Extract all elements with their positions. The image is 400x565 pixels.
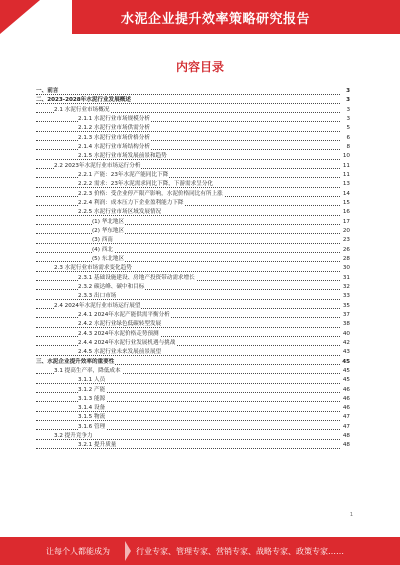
toc-entry-page: 20 — [342, 227, 350, 236]
toc-leader-dots — [36, 261, 340, 262]
toc-entry[interactable] — [36, 115, 350, 124]
toc-heading: 内容目录 — [175, 60, 224, 74]
toc-entry-text: 2.1.2 水泥行业市场供需分析 — [78, 125, 150, 132]
toc-entry-page: 8 — [345, 143, 350, 152]
toc-entry-text: 2.2.5 水泥行业市场区域发展情况 — [78, 209, 162, 216]
footer-separator-arrow — [125, 541, 131, 561]
toc-leader-dots — [36, 243, 340, 244]
toc-entry-page: 16 — [342, 208, 350, 217]
toc-entry-text: (4) 西北 — [92, 246, 113, 253]
header-accent-triangle — [0, 0, 40, 34]
toc-entry-text: 2.1.3 水泥行业市场价格分析 — [78, 134, 150, 141]
toc-entry-text: 2.2.1 产能：23年水泥产能同比下降 — [78, 171, 169, 178]
toc-entry-page: 14 — [342, 190, 350, 199]
toc-entry-page: 47 — [342, 413, 350, 422]
toc-entry-page: 38 — [342, 320, 350, 329]
toc-leader-dots — [36, 420, 340, 421]
toc-leader-dots — [36, 224, 340, 225]
toc-entry-text: 2.4.2 水泥行业绿色低碳转型发展 — [78, 321, 162, 328]
toc-entry-text: 3.1.3 能源 — [78, 395, 106, 402]
toc-entry-text: 3.1.5 物流 — [78, 414, 106, 421]
toc-entry-text: (2) 华东地区 — [92, 227, 125, 234]
toc-entry-page: 45 — [342, 376, 350, 385]
toc-entry[interactable] — [36, 283, 350, 292]
toc-entry-page: 5 — [345, 124, 350, 133]
toc-entry-page: 28 — [342, 255, 350, 264]
toc-entry-text: 2.3 水泥行业市场需求变化趋势 — [54, 265, 132, 272]
toc-entry-page: 45 — [342, 367, 350, 376]
toc-entry-page: 31 — [342, 274, 350, 283]
toc-entry[interactable] — [36, 264, 350, 273]
page-footer — [0, 537, 400, 565]
toc-entry[interactable] — [36, 124, 350, 133]
toc-entry[interactable] — [36, 255, 350, 264]
toc-entry-text: 2.4.5 水泥行业未来发展前景展望 — [78, 349, 162, 356]
toc-entry[interactable] — [36, 367, 350, 376]
toc-entry[interactable] — [36, 227, 350, 236]
toc-entry[interactable] — [36, 441, 350, 450]
toc-entry-text: 2.2 2023年水泥行业市场运行分析 — [54, 162, 141, 169]
toc-entry-page: 3 — [345, 96, 350, 105]
toc-entry[interactable] — [36, 330, 350, 339]
toc-entry-text: 2.2.4 利润：成本压力下企业盈利能力下降 — [78, 199, 184, 206]
toc-entry-page: 3 — [345, 115, 350, 124]
toc-entry-page: 6 — [345, 134, 350, 143]
toc-entry-page: 10 — [342, 152, 350, 161]
toc-entry-text: 二、2023-2028年水泥行业发展概述 — [36, 97, 131, 104]
toc-entry-text: 2.1.4 水泥行业市场结构分析 — [78, 143, 150, 150]
toc-entry[interactable] — [36, 208, 350, 217]
toc-entry-page: 42 — [342, 339, 350, 348]
toc-entry-text: 2.1.1 水泥行业市场规模分析 — [78, 115, 150, 122]
page-number: 1 — [349, 512, 353, 518]
toc-entry-text: 3.1.4 设备 — [78, 405, 106, 412]
toc-entry-text: (3) 西南 — [92, 237, 113, 244]
toc-entry[interactable] — [36, 348, 350, 357]
toc-entry[interactable] — [36, 386, 350, 395]
toc-entry-text: 2.1 水泥行业市场概况 — [54, 106, 110, 113]
toc-entry-page: 33 — [342, 292, 350, 301]
toc-entry[interactable] — [36, 413, 350, 422]
toc-entry-page: 3 — [345, 87, 350, 96]
toc-entry[interactable] — [36, 96, 350, 105]
toc-entry-text: 3.2.1 提升质量 — [78, 442, 117, 449]
toc-entry-page: 48 — [342, 432, 350, 441]
toc-entry-page: 35 — [342, 302, 350, 311]
toc-entry-page: 37 — [342, 311, 350, 320]
toc-entry-text: (1) 华北地区 — [92, 218, 125, 225]
toc-entry-text: 2.1.5 水泥行业市场发展前景和趋势 — [78, 153, 167, 160]
toc-entry[interactable] — [36, 311, 350, 320]
toc-entry-page: 46 — [342, 386, 350, 395]
toc-entry-page: 11 — [342, 171, 350, 180]
toc-entry-page: 13 — [342, 180, 350, 189]
toc-entry[interactable] — [36, 152, 350, 161]
toc-entry-text: 2.2.3 价格：受企业停产限产影响，水泥价格同比有所上涨 — [78, 190, 223, 197]
toc-entry-text: 2.3.1 基础设施建设、房地产投资带动需求增长 — [78, 274, 195, 281]
footer-expert-list: 行业专家、管理专家、营销专家、战略专家、政策专家…… — [136, 547, 344, 556]
toc-entry[interactable] — [36, 302, 350, 311]
toc-entry-text: 3.1 提高生产率，降低成本 — [54, 367, 121, 374]
toc-entry[interactable] — [36, 134, 350, 143]
toc-entry[interactable] — [36, 423, 350, 432]
toc-entry-text: 2.4.1 2024年水泥产能供需平衡分析 — [78, 311, 170, 318]
toc-entry[interactable] — [36, 106, 350, 115]
toc-entry-text: 3.2 提升竞争力 — [54, 433, 93, 440]
toc-entry-text: 3.1.2 产能 — [78, 386, 106, 393]
toc-entry[interactable] — [36, 190, 350, 199]
toc-entry[interactable] — [36, 246, 350, 255]
toc-entry-text: 2.3.3 出口市场 — [78, 293, 117, 300]
report-title: 水泥企业提升效率策略研究报告 — [121, 12, 311, 27]
toc-entry[interactable] — [36, 171, 350, 180]
toc-entry-text: 2.2.2 需求：23年水泥需求同比下降，下游需求呈分化 — [78, 181, 214, 188]
toc-entry-text: 三、水泥企业提升效率的重要性 — [36, 358, 115, 365]
toc-leader-dots — [36, 448, 340, 449]
toc-entry-page: 45 — [341, 358, 350, 367]
toc-entry-page: 32 — [342, 283, 350, 292]
toc-leader-dots — [36, 252, 340, 253]
toc-entry[interactable] — [36, 199, 350, 208]
toc-entry-text: 3.1.1 人员 — [78, 377, 106, 384]
toc-entry-page: 23 — [342, 236, 350, 245]
toc-entry[interactable] — [36, 376, 350, 385]
toc-entry[interactable] — [36, 180, 350, 189]
toc-entry-text: 3.1.6 管理 — [78, 423, 106, 430]
page-header — [0, 0, 400, 34]
toc-entry-page: 40 — [342, 330, 350, 339]
toc-entry-page: 15 — [342, 199, 350, 208]
toc-leader-dots — [36, 94, 340, 95]
table-of-contents — [36, 87, 350, 451]
toc-entry-page: 43 — [342, 348, 350, 357]
toc-entry[interactable] — [36, 236, 350, 245]
toc-entry-page: 46 — [342, 404, 350, 413]
toc-entry[interactable] — [36, 218, 350, 227]
toc-entry[interactable] — [36, 162, 350, 171]
toc-entry-page: 47 — [342, 423, 350, 432]
toc-entry[interactable] — [36, 339, 350, 348]
toc-entry-page: 46 — [342, 395, 350, 404]
toc-entry-text: 2.4.3 2024年水泥价格走势预测 — [78, 330, 159, 337]
toc-entry[interactable] — [36, 87, 350, 96]
toc-entry[interactable] — [36, 143, 350, 152]
toc-entry[interactable] — [36, 432, 350, 441]
toc-entry-page: 17 — [342, 218, 350, 227]
toc-entry[interactable] — [36, 292, 350, 301]
toc-entry[interactable] — [36, 320, 350, 329]
toc-entry-page: 11 — [342, 162, 350, 171]
toc-entry[interactable] — [36, 404, 350, 413]
toc-entry-text: 2.4.4 2024年水泥行业发展机遇与挑战 — [78, 339, 176, 346]
toc-leader-dots — [36, 233, 340, 234]
toc-entry-page: 3 — [345, 106, 350, 115]
toc-entry-page: 48 — [342, 441, 350, 450]
toc-entry-page: 26 — [342, 246, 350, 255]
toc-entry[interactable] — [36, 358, 350, 367]
toc-entry-text: 2.4 2024年水泥行业市场运行展望 — [54, 302, 141, 309]
toc-entry-text: 一、前言 — [36, 88, 59, 94]
footer-slogan: 让每个人都能成为 — [46, 547, 110, 556]
toc-entry[interactable] — [36, 274, 350, 283]
toc-entry-page: 30 — [342, 264, 350, 273]
toc-entry-text: 2.3.2 碳达峰、碳中和目标 — [78, 283, 145, 290]
toc-entry-text: (5) 东北地区 — [92, 255, 125, 262]
toc-entry[interactable] — [36, 395, 350, 404]
